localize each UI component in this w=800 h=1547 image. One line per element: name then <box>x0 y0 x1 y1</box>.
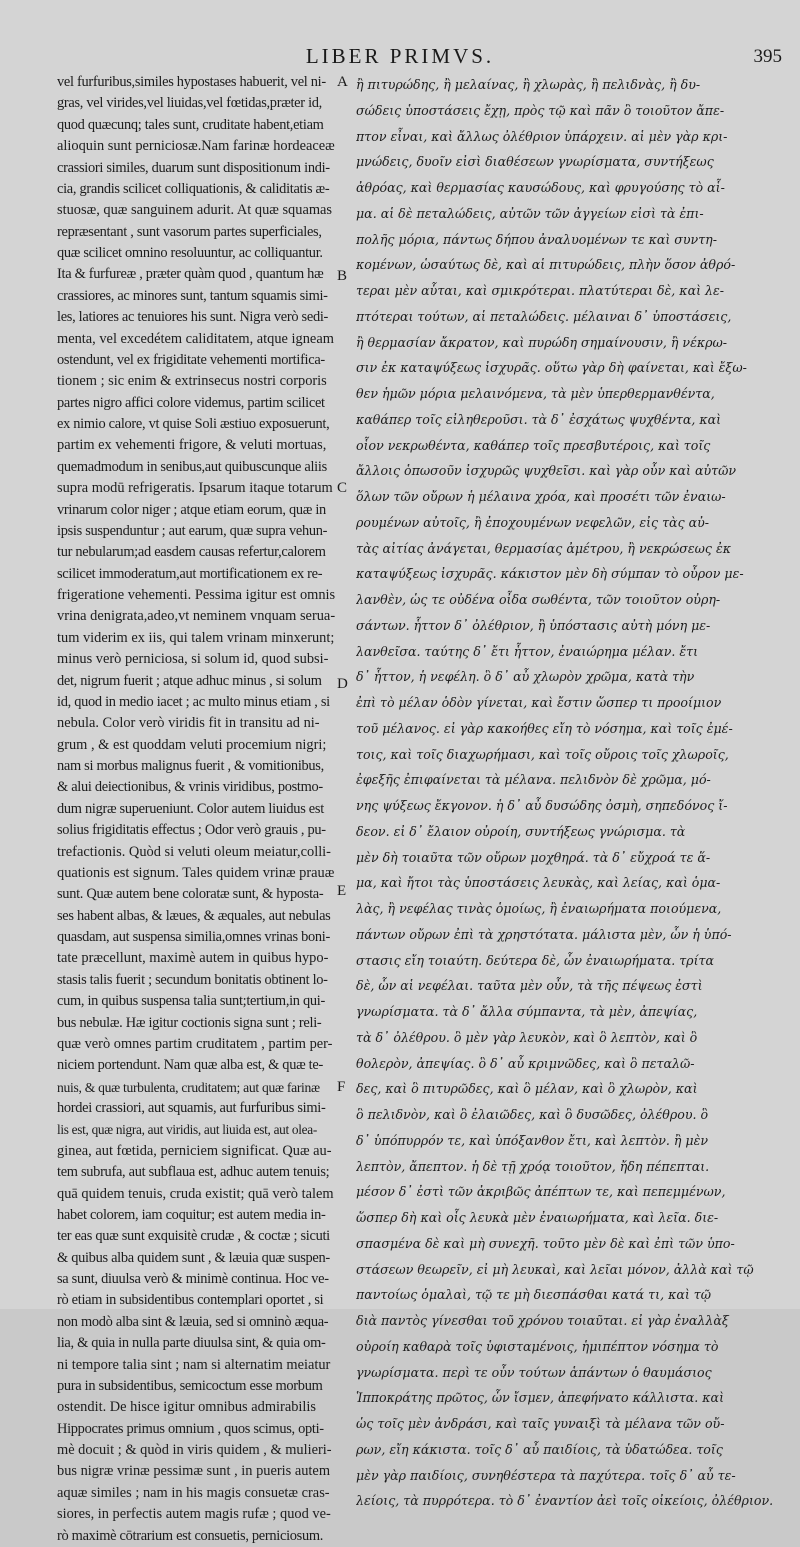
text-line: rò etiam in subsidentibus contemplari oportet , si <box>57 1292 324 1309</box>
text-line: ter eas quæ sunt exquisitè crudæ , & coctæ ; sicuti <box>57 1228 330 1245</box>
text-line: quæ scilicet omnino resoluuntur, ac colliquantur. <box>57 245 323 261</box>
text-line: niciem portendunt. Nam quæ alba est, & quæ te- <box>57 1057 323 1074</box>
text-line: lia, & quia in nulla parte diuulsa sint, & quia om- <box>57 1335 326 1352</box>
text-line: καθάπερ τοῖς εἰληθεροῦσι. τὰ δ᾽ ἐσχάτως ψυχθέντα, καὶ <box>356 411 722 427</box>
text-line: δὲ, ὧν αἱ νεφέλαι. ταῦτα μὲν οὖν, τὰ τῆς πέψεως ἐστὶ <box>356 978 703 994</box>
text-line: quemadmodum in senibus,aut quibuscunque aliis <box>57 458 327 475</box>
text-line: οἷον νεκρωθέντα, καθάπερ τοῖς πρεσβυτέροις, καὶ τοῖς <box>356 437 711 453</box>
text-line: λανθεῖσα. ταύτης δ᾽ ἔτι ἧττον, ἐναιώρημα μέλαν. ἔτι <box>356 643 699 659</box>
text-line: πτον εἶναι, καὶ ἄλλως ὀλέθριον ὑπάρχειν. αἱ μὲν γὰρ κρι- <box>356 128 728 144</box>
text-line: τὰ δ᾽ ὀλέθρου. ὃ μὲν γὰρ λευκὸν, καὶ ὃ λεπτὸν, καὶ ὃ <box>356 1029 698 1045</box>
text-line: ὥσπερ δὴ καὶ οἷς λευκὰ μὲν ἐναιωρήματα, καὶ λεῖα. διε- <box>356 1210 719 1225</box>
text-line: solius frigiditatis effectus ; Odor verò grauis , pu- <box>57 822 326 839</box>
text-line: μα, καὶ ἤτοι τὰς ὑποστάσεις λευκὰς, καὶ λείας, καὶ ὁμα- <box>356 875 721 891</box>
text-line: hordei crassiori, aut squamis, aut furfuribus simi- <box>57 1100 326 1116</box>
text-line: frigeratione vehementi. Pessima igitur est omnis <box>57 587 335 603</box>
text-line: σιν ἐκ καταψύξεως ἰσχυρᾶς. οὕτω γὰρ δὴ φαίνεται, καὶ ἔξω- <box>356 360 747 376</box>
text-line: θολερὸν, ἀπεψίας. ὃ δ᾽ αὖ κριμνῶδες, καὶ ὃ πεταλῶ- <box>356 1055 695 1071</box>
text-line: πτότεραι τούτων, αἱ πεταλώδεις. μέλαιναι δ᾽ ὑποστάσεις, <box>356 308 732 324</box>
text-line: vrina denigrata,adeo,vt neminem vnquam serua- <box>57 608 335 625</box>
text-line: sa sunt, diuulsa verò & minimè continua. Hoc ve- <box>57 1271 329 1287</box>
text-line: τὰς αἰτίας ἀνάγεται, θερμασίας ἀμέτρου, ἢ νεκρώσεως ἐκ <box>356 540 731 556</box>
text-line: cia, grandis scilicet colliquationis, & caliditatis æ- <box>57 180 330 197</box>
page-number: 395 <box>753 46 782 67</box>
text-line: stasis talis fuerit ; secundum bonitatis obtinent lo- <box>57 971 328 988</box>
text-line: μὲν γὰρ παιδίοις, συνηθέστερα τὰ παχύτερα. τοῖς δ᾽ αὖ τε- <box>356 1467 736 1483</box>
text-line: crassiori similes, duarum sunt dispositionum indi- <box>57 159 330 176</box>
text-line: μέσον δ᾽ ἐστὶ τῶν ἀκριβῶς ἀπέπτων τε, καὶ πεπεμμένων, <box>356 1184 726 1200</box>
text-line: menta, vel excedétem caliditatem, atque igneam <box>57 330 334 347</box>
margin-marker: C <box>337 480 348 496</box>
text-line: rò maximè cōtrarium est consuetis, perniciosum. <box>57 1527 324 1544</box>
text-line: bus nebulæ. Hæ igitur coctionis signa sunt ; reli- <box>57 1014 322 1031</box>
text-line: λὰς, ἢ νεφέλας τινὰς ὁμοίως, ἢ ἐναιωρήματα ποιούμενα, <box>356 901 722 916</box>
text-line: ἢ πιτυρώδης, ἢ μελαίνας, ἢ χλωρὰς, ἢ πελιδνὰς, ἢ δυ- <box>356 77 701 92</box>
text-line: tem subrufa, aut subflaua est, adhuc autem tenuis; <box>57 1164 330 1181</box>
text-line: partim ex vehementi frigore, & veluti mortuas, <box>57 437 327 454</box>
text-line: ἢ θερμασίαν ἄκρατον, καὶ πυρώδη σημαίνουσιν, ἢ νέκρω- <box>356 334 728 350</box>
text-line: Ita & furfureæ , præter quàm quod , quantum hæ <box>57 266 324 283</box>
text-line: quationis est signum. Tales quidem vrinæ prauæ <box>57 864 335 881</box>
text-line: pura in subsidentibus, semicoctum esse morbum <box>57 1377 323 1394</box>
text-line: γνωρίσματα. περὶ τε οὖν τούτων ἁπάντων ὁ θαυμάσιος <box>356 1364 712 1380</box>
text-line: & alui deiectionibus, & vrinis viridibus, postmo- <box>57 779 323 796</box>
text-line: crassiores, ac minores sunt, tantum squamis simi- <box>57 287 328 304</box>
text-line: σπασμένα δὲ καὶ μὴ συνεχῆ. τοῦτο μὲν δὲ καὶ ἐπὶ τῶν ὑπο- <box>356 1235 735 1251</box>
text-line: repræsentant , sunt vasorum partes superficiales, <box>57 223 322 240</box>
text-line: nuis, & quæ turbulenta, cruditatem; aut quæ farinæ <box>57 1079 320 1095</box>
text-line: ostendit. De hisce igitur omnibus admirabilis <box>57 1399 316 1416</box>
text-line: τοις, καὶ τοῖς διαχωρήμασι, καὶ τοῖς οὔροις τοῖς χλωροῖς, <box>356 746 729 762</box>
text-line: ses habent albas, & læues, & æquales, aut nebulas <box>57 907 331 924</box>
text-line: mè docuit ; & quòd in viris quidem , & mulieri- <box>57 1442 332 1458</box>
margin-marker: B <box>337 268 348 284</box>
text-line: lis est, quæ nigra, aut viridis, aut liuida est, aut olea- <box>57 1122 317 1138</box>
text-line: νης ψύξεως ἔκγονον. ἡ δ᾽ αὖ δυσώδης ὀσμὴ, σηπεδόνος ἴ- <box>356 798 728 813</box>
text-line: ὡς τοῖς μὲν ἀνδράσι, καὶ ταῖς γυναιξὶ τὰ μέλανα τῶν οὔ- <box>356 1416 725 1431</box>
text-line: ostendunt, vel ex frigiditate vehementi mortifica- <box>57 351 325 368</box>
text-line: quā quidem tenuis, cruda existit; quā verò talem <box>57 1185 334 1202</box>
text-line: vrinarum color niger ; atque etiam eorum, quæ in <box>57 501 326 518</box>
text-line: μὲν δὴ τοιαῦτα τῶν οὔρων μοχθηρά. τὰ δ᾽ εὔχροά τε ἅ- <box>356 849 711 865</box>
text-line: trefactionis. Quòd si veluti oleum meiatur,colli- <box>57 843 331 860</box>
text-line: κομένων, ὡσαύτως δὲ, καὶ αἱ πιτυρώδεις, πλὴν ὅσον ἀθρό- <box>356 257 736 273</box>
text-line: καταψύξεως ἰσχυρᾶς. κάκιστον μὲν δὴ σύμπαν τὸ οὖρον με- <box>356 566 744 582</box>
text-line: non modò alba sint & læuia, sed si omninò æqua- <box>57 1313 329 1330</box>
text-line: ἐφεξῆς ἐπιφαίνεται τὰ μέλανα. πελιδνὸν δὲ χρῶμα, μό- <box>356 772 711 788</box>
text-line: θεν ἡμῶν μόρια μελαινόμενα, τὰ μὲν ὑπερθερμανθέντα, <box>356 386 715 401</box>
text-line: ὅλων τῶν οὔρων ἡ μέλαινα χρόα, καὶ προσέτι τῶν ἐναιω- <box>356 489 726 504</box>
margin-marker: F <box>337 1079 346 1095</box>
text-line: dum nigræ superueniunt. Color autem liuidus est <box>57 800 324 817</box>
text-line: partes nigro affici colore videmus, partim scilicet <box>57 394 325 411</box>
text-line: bus nigræ vrinæ pessimæ sunt , in pueris autem <box>57 1463 331 1480</box>
text-line: δ᾽ ὑπόπυρρόν τε, καὶ ὑπόξανθον ἔτι, καὶ λεπτὸν. ἢ μὲν <box>356 1132 708 1148</box>
margin-marker: A <box>337 74 348 90</box>
text-line: quod quæcunq; tales sunt, cruditate habent,etiam <box>57 116 324 133</box>
text-line: στάσεων θεωρεῖν, εἰ μὴ λευκαὶ, καὶ λεῖαι μόνον, ἀλλὰ καὶ τῷ <box>356 1261 754 1277</box>
text-line: σάντων. ἧττον δ᾽ ὀλέθριον, ἢ ὑπόστασις αὐτὴ μόνη με- <box>356 617 711 633</box>
text-line: tate præcellunt, maximè autem in quibus hypo- <box>57 950 329 967</box>
text-line: ἐπὶ τὸ μέλαν ὁδὸν γίνεται, καὶ ἔστιν ὥσπερ τι προοίμιον <box>356 695 722 710</box>
running-title: LIBER PRIMVS. <box>305 44 495 68</box>
text-line: ἀθρόας, καὶ θερμασίας καυσώδους, καὶ φρυγούσης τὸ αἷ- <box>356 180 725 195</box>
text-line: λείοις, τὰ πυρρότερα. τὸ δ᾽ ἐναντίον ἀεὶ τοῖς οἰκείοις, ὀλέθριον. <box>356 1493 774 1509</box>
text-line: ὃ πελιδνὸν, καὶ ὃ ἐλαιῶδες, καὶ ὃ δυσῶδες, ὀλέθρου. ὃ <box>356 1107 709 1122</box>
text-line: stuosæ, quæ sanguinem adurit. At quæ squamas <box>57 202 333 219</box>
text-line: διὰ παντὸς γίνεσθαι τοῦ χρόνου τοιαῦται. εἰ γὰρ ἐναλλὰξ <box>356 1313 729 1328</box>
text-line: στασις εἴη τοιαύτη. δεύτερα δὲ, ὧν ἐναιωρήματα. τρίτα <box>356 952 714 968</box>
text-line: nam si morbus malignus fuerit , & vomitionibus, <box>57 758 324 774</box>
text-line: μνώδεις, δυοῖν εἰσὶ διαθέσεων γνωρίσματα, συντήξεως <box>356 154 714 170</box>
text-line: nebula. Color verò viridis fit in transitu ad ni- <box>57 715 320 732</box>
text-line: scilicet immoderatum,aut mortificationem ex re- <box>57 565 323 582</box>
text-line: & quibus alba quidem sunt , & læuia quæ suspen- <box>57 1249 330 1266</box>
text-line: cum, in quibus suspensa talia sunt;tertium,in qui- <box>57 993 325 1010</box>
text-line: tionem ; sic enim & extrinsecus nostri corporis <box>57 373 327 390</box>
text-line: aquæ similes ; nam in his magis consuetæ cras- <box>57 1484 330 1501</box>
text-line: minus verò perniciosa, si solum id, quod subsi- <box>57 651 329 668</box>
text-line: tur nebularum;ad easdem causas refertur,calorem <box>57 544 326 561</box>
margin-marker: E <box>337 883 347 899</box>
text-line: οὐροίη καθαρὰ τοῖς ὑφισταμένοις, ἡμιπέπτον νόσημα τὸ <box>356 1338 719 1354</box>
text-line: supra modū refrigeratis. Ipsarum itaque totarum <box>57 480 333 497</box>
text-line: δεον. εἰ δ᾽ ἔλαιον οὐροίη, συντήξεως γνώρισμα. τὰ <box>356 823 686 839</box>
text-line: τεραι μὲν αὗται, καὶ σμικρότεραι. πλατύτεραι δὲ, καὶ λε- <box>356 283 725 298</box>
text-line: λανθὲν, ὡς τε οὐδένα οἶδα σωθέντα, τῶν τοιοῦτον οὐρη- <box>356 592 721 607</box>
text-line: σώδεις ὑποστάσεις ἔχῃ, πρὸς τῷ καὶ πᾶν ὃ τοιοῦτον ἄπε- <box>356 102 725 118</box>
text-line: ex nimio calore, vt quise Soli æstiuo exposuerunt, <box>57 416 330 432</box>
text-line: Ἱπποκράτης πρῶτος, ὧν ἴσμεν, ἀπεφήνατο κάλλιστα. καὶ <box>356 1390 725 1406</box>
text-line: vel furfuribus,similes hypostases habuerit, vel ni- <box>57 74 326 90</box>
text-line: alioquin sunt perniciosæ.Nam farinæ hordeaceæ <box>57 138 335 155</box>
text-line: quasdam, aut suspensa similia,omnes vrinas boni- <box>57 929 330 945</box>
text-line: ni tempore talia sint ; nam si alternatim meiatur <box>57 1356 331 1373</box>
text-line: πολῆς μόρια, πάντως δήπου ἀναλυομένων τε καὶ συντη- <box>356 231 717 247</box>
text-line: quæ verò omnes partim cruditatem , partim per- <box>57 1035 333 1052</box>
text-line: ginea, aut fœtida, perniciem significat. Quæ au- <box>57 1142 332 1159</box>
greek-column <box>356 72 788 1514</box>
text-line: ipsis suspenduntur ; aut earum, quæ supra vehun- <box>57 522 328 539</box>
text-line: δ᾽ ἧττον, ἡ νεφέλη. ὃ δ᾽ αὖ χλωρὸν χρῶμα, κατὰ τὴν <box>356 669 695 685</box>
latin-column <box>57 72 335 1547</box>
text-line: siores, in perfectis autem magis rufæ ; quod ve- <box>57 1506 331 1523</box>
text-line: ἄλλοις ὁπωσοῦν ἰσχυρῶς ψυχθεῖσι. καὶ γὰρ οὖν καὶ αὐτῶν <box>356 463 736 479</box>
text-line: ρων, εἴη κάκιστα. τοῖς δ᾽ αὖ παιδίοις, τὰ ὑδατώδεα. τοῖς <box>356 1441 723 1457</box>
text-line: id, quod in medio iacet ; ac multo minus etiam , si <box>57 693 330 710</box>
text-line: λεπτὸν, ἄπεπτον. ἡ δὲ τῇ χρόᾳ τοιοῦτον, ἤδη πέπεπται. <box>356 1158 710 1174</box>
text-line: det, nigrum fuerit ; atque adhuc minus , si solum <box>57 672 322 689</box>
text-line: τοῦ μέλανος. εἰ γὰρ κακοήθες εἴη τὸ νόσημα, καὶ τοῖς ἐμέ- <box>356 720 733 736</box>
text-line: les, latiores ac tenuiores his sunt. Nigra verò sedi- <box>57 309 329 326</box>
margin-marker: D <box>337 676 348 692</box>
page-header <box>0 44 800 72</box>
text-line: habet colorem, iam coquitur; est autem media in- <box>57 1206 326 1223</box>
text-line: sunt. Quæ autem bene coloratæ sunt, & hyposta- <box>57 886 324 903</box>
text-line: γνωρίσματα. τὰ δ᾽ ἄλλα σύμπαντα, τὰ μὲν, ἀπεψίας, <box>356 1004 698 1019</box>
text-line: μα. αἱ δὲ πεταλώδεις, αὐτῶν τῶν ἀγγείων εἰσὶ τὰ ἐπι- <box>356 205 704 221</box>
text-line: παντοίως ὁμαλαὶ, τῷ τε μὴ διεσπάσθαι κατά τι, καὶ τῷ <box>356 1287 712 1303</box>
text-line: ρουμένων αὐτοῖς, ἢ ἐποχουμένων νεφελῶν, εἰς τὰς αὐ- <box>356 514 710 530</box>
text-line: δες, καὶ ὃ πιτυρῶδες, καὶ ὃ μέλαν, καὶ ὃ χλωρὸν, καὶ <box>356 1081 698 1097</box>
text-line: Hippocrates primus omnium , quos scimus, opti- <box>57 1420 324 1437</box>
text-line: grum , & est quoddam veluti procemium nigri; <box>57 736 327 753</box>
text-line: gras, vel virides,vel liuidas,vel fœtidas,præter id, <box>57 95 322 112</box>
text-line: tum viderim ex iis, qui talem vrinam minxerunt; <box>57 629 335 646</box>
text-line: πάντων οὔρων ἐπὶ τὰ χρηστότατα. μάλιστα μὲν, ὧν ἡ ὑπό- <box>356 926 732 942</box>
